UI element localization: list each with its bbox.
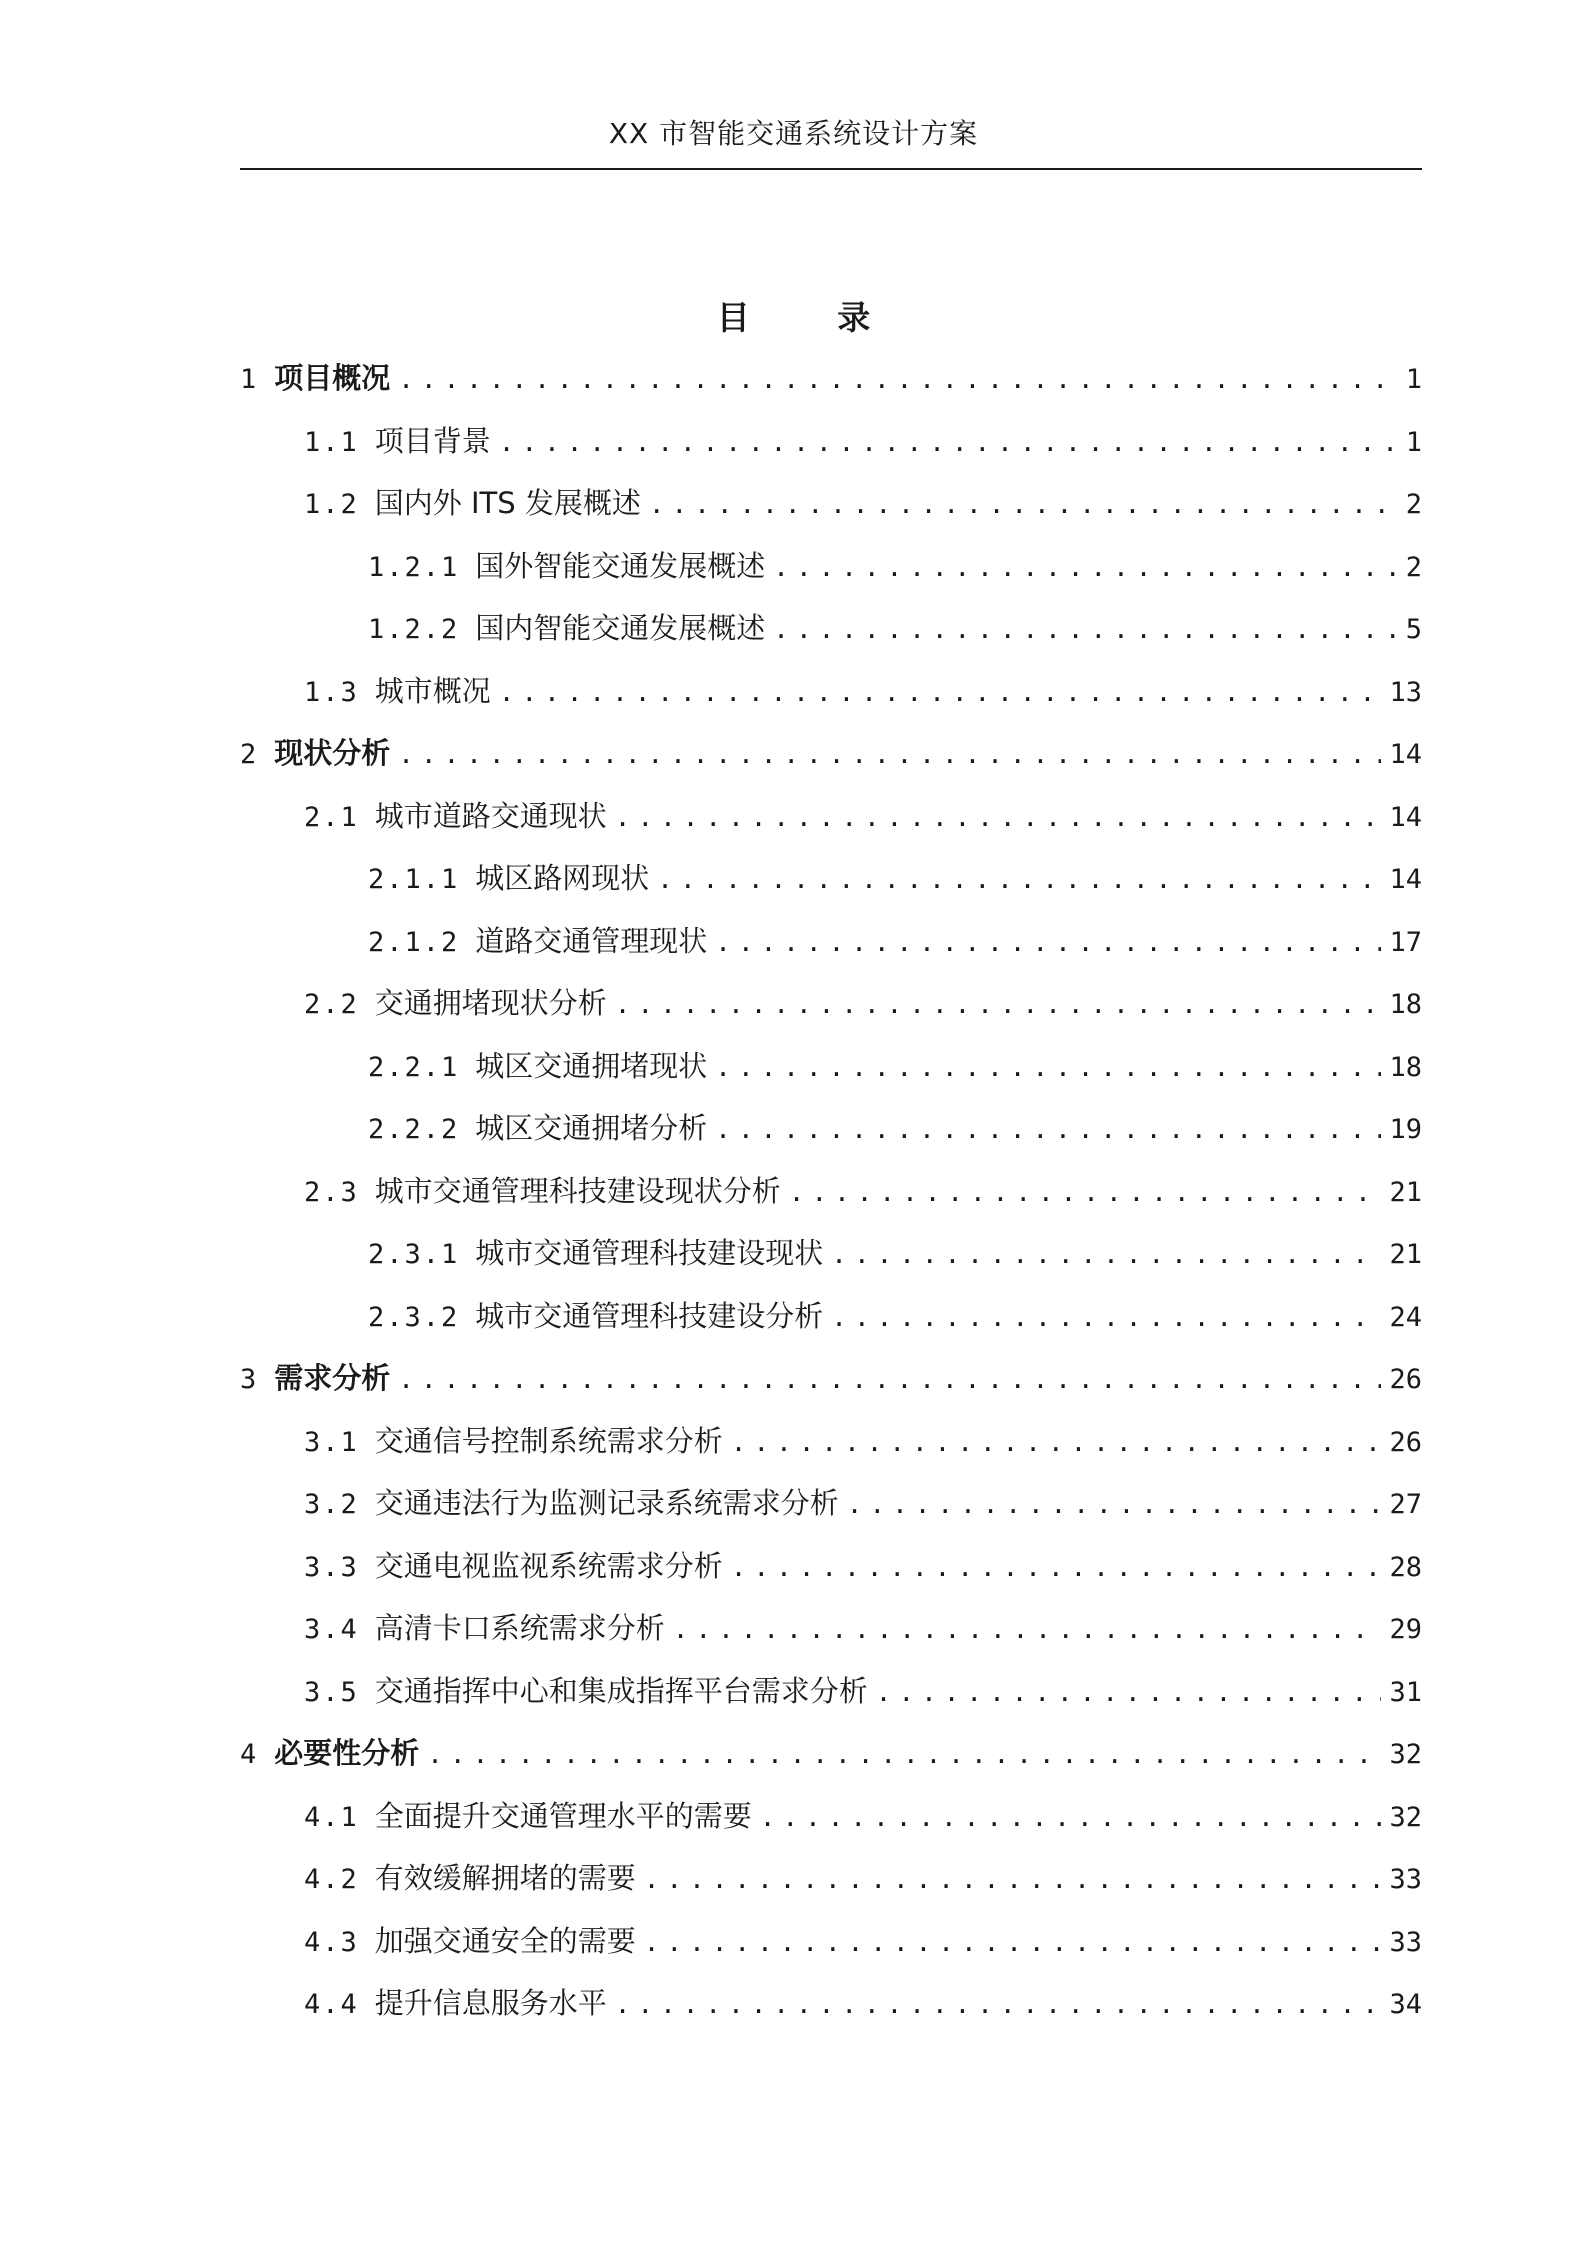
toc-entry-page-number: 27 [1389, 1489, 1422, 1520]
toc-entry[interactable] [240, 481, 1422, 544]
toc-entry-title: 道路交通管理现状 [475, 923, 708, 958]
toc-entry-title: 必要性分析 [274, 1736, 420, 1770]
toc-entry-title: 交通违法行为监测记录系统需求分析 [374, 1486, 839, 1520]
toc-leader-dots [831, 1296, 1381, 1340]
toc-leader-dots [615, 983, 1382, 1027]
toc-entry-title: 城市概况 [374, 673, 491, 708]
toc-entry[interactable] [240, 419, 1422, 482]
toc-entry-page-number: 32 [1389, 1739, 1422, 1770]
toc-entry-title: 现状分析 [274, 736, 391, 770]
toc-entry-number: 3.3 [304, 1551, 359, 1583]
toc-entry-number: 3.5 [304, 1676, 359, 1708]
toc-entry-number: 2.3.2 [368, 1301, 460, 1333]
toc-entry-number: 4.4 [304, 1989, 359, 2020]
page-header-title: XX 市智能交通系统设计方案 [608, 117, 979, 150]
toc-entry-page-number: 29 [1389, 1614, 1422, 1645]
toc-entry-page-number: 18 [1389, 989, 1422, 1020]
toc-entry[interactable] [240, 794, 1422, 857]
toc-entry-number: 2.3.1 [368, 1239, 460, 1270]
toc-entry-title: 交通指挥中心和集成指挥平台需求分析 [374, 1673, 868, 1708]
toc-entry-number: 3.2 [304, 1489, 359, 1520]
toc-entry-number: 2 [240, 739, 259, 770]
toc-leader-dots [876, 1671, 1382, 1715]
toc-entry-number: 2.2.1 [368, 1051, 460, 1083]
toc-entry-number: 2.1.1 [368, 864, 460, 895]
toc-entry-page-number: 26 [1389, 1364, 1422, 1395]
toc-entry-page-number: 14 [1389, 864, 1422, 895]
toc-leader-dots [657, 858, 1381, 902]
toc-entry-title: 交通电视监视系统需求分析 [374, 1548, 723, 1583]
toc-entry-number: 2.1.2 [368, 926, 460, 958]
toc-entry-title: 全面提升交通管理水平的需要 [374, 1798, 752, 1833]
toc-entry[interactable] [240, 856, 1422, 919]
toc-entry-title: 需求分析 [274, 1361, 391, 1395]
toc-leader-dots [499, 671, 1382, 715]
header-divider [240, 168, 1422, 170]
table-of-contents [240, 356, 1422, 2044]
toc-entry-title: 项目概况 [274, 361, 391, 395]
toc-leader-dots [644, 1858, 1382, 1902]
toc-leader-dots [499, 421, 1398, 465]
toc-entry[interactable] [240, 1794, 1422, 1857]
toc-leader-dots [715, 1108, 1381, 1152]
toc-entry-number: 2.2.2 [368, 1114, 460, 1145]
toc-entry-title: 城区交通拥堵现状 [475, 1048, 708, 1083]
toc-entry-title: 国外智能交通发展概述 [475, 548, 766, 583]
toc-leader-dots [773, 546, 1397, 590]
toc-entry-number: 1.2 [304, 489, 359, 520]
toc-entry[interactable] [240, 1356, 1422, 1419]
toc-entry-title: 城市交通管理科技建设现状分析 [374, 1173, 781, 1208]
toc-entry-title: 城市交通管理科技建设现状 [475, 1236, 824, 1270]
toc-entry[interactable] [240, 919, 1422, 982]
toc-entry[interactable] [240, 669, 1422, 732]
toc-entry-page-number: 33 [1389, 1864, 1422, 1895]
toc-entry-title: 项目背景 [374, 423, 491, 458]
toc-entry-page-number: 14 [1389, 801, 1422, 833]
toc-entry-number: 4.1 [304, 1801, 359, 1833]
toc-entry[interactable] [240, 1981, 1422, 2044]
toc-entry[interactable] [240, 606, 1422, 669]
toc-entry-title: 交通信号控制系统需求分析 [374, 1423, 723, 1458]
toc-entry-page-number: 5 [1405, 614, 1422, 645]
toc-entry[interactable] [240, 1044, 1422, 1107]
toc-entry-page-number: 34 [1389, 1989, 1422, 2020]
toc-entry-page-number: 17 [1389, 926, 1422, 958]
toc-leader-dots [773, 608, 1397, 652]
toc-entry-title: 国内智能交通发展概述 [475, 611, 766, 645]
toc-leader-dots [847, 1483, 1382, 1527]
toc-entry[interactable] [240, 544, 1422, 607]
toc-leader-dots [644, 1921, 1382, 1965]
toc-entry[interactable] [240, 1231, 1422, 1294]
toc-entry-title: 加强交通安全的需要 [374, 1923, 636, 1958]
toc-entry-number: 3 [240, 1364, 259, 1395]
toc-entry-number: 4.3 [304, 1926, 359, 1958]
toc-entry-number: 2.3 [304, 1176, 359, 1208]
toc-entry-number: 3.1 [304, 1426, 359, 1458]
toc-leader-dots [615, 1983, 1382, 2027]
toc-entry[interactable] [240, 1669, 1422, 1732]
toc-entry-page-number: 33 [1389, 1926, 1422, 1958]
toc-entry-number: 1 [240, 364, 259, 395]
toc-entry-number: 4.2 [304, 1864, 359, 1895]
toc-entry[interactable] [240, 1606, 1422, 1669]
toc-entry[interactable] [240, 1919, 1422, 1982]
toc-entry-title: 高清卡口系统需求分析 [374, 1611, 665, 1645]
toc-entry[interactable] [240, 1419, 1422, 1482]
toc-entry-page-number: 1 [1405, 426, 1422, 458]
toc-entry-title: 城区路网现状 [475, 861, 650, 895]
toc-entry-page-number: 21 [1389, 1239, 1422, 1270]
toc-entry-number: 1.1 [304, 426, 359, 458]
toc-entry[interactable] [240, 731, 1422, 794]
toc-leader-dots [731, 1546, 1382, 1590]
toc-entry[interactable] [240, 1731, 1422, 1794]
toc-entry-number: 1.2.1 [368, 551, 460, 583]
toc-entry-page-number: 21 [1389, 1176, 1422, 1208]
toc-leader-dots [649, 483, 1398, 527]
toc-leader-dots [427, 1733, 1381, 1777]
toc-entry-title: 提升信息服务水平 [374, 1986, 607, 2020]
toc-leader-dots [831, 1233, 1381, 1277]
toc-entry-page-number: 19 [1389, 1114, 1422, 1145]
toc-entry-title: 城区交通拥堵分析 [475, 1111, 708, 1145]
toc-leader-dots [398, 733, 1381, 777]
toc-entry[interactable] [240, 1169, 1422, 1232]
toc-entry-page-number: 2 [1405, 489, 1422, 520]
toc-entry-number: 1.3 [304, 676, 359, 708]
toc-entry-number: 2.1 [304, 801, 359, 833]
toc-entry[interactable] [240, 1544, 1422, 1607]
toc-entry-page-number: 14 [1389, 739, 1422, 770]
toc-entry[interactable] [240, 1856, 1422, 1919]
toc-entry-page-number: 13 [1389, 676, 1422, 708]
toc-entry[interactable] [240, 1294, 1422, 1357]
toc-entry-page-number: 31 [1389, 1676, 1422, 1708]
toc-entry[interactable] [240, 356, 1422, 419]
toc-entry-page-number: 1 [1405, 364, 1422, 395]
toc-entry-page-number: 26 [1389, 1426, 1422, 1458]
toc-entry-title: 有效缓解拥堵的需要 [374, 1861, 636, 1895]
toc-entry-page-number: 2 [1405, 551, 1422, 583]
toc-entry[interactable] [240, 981, 1422, 1044]
toc-entry-title: 交通拥堵现状分析 [374, 986, 607, 1020]
toc-entry-page-number: 28 [1389, 1551, 1422, 1583]
toc-entry-title: 国内外 ITS 发展概述 [374, 486, 641, 520]
toc-entry-page-number: 18 [1389, 1051, 1422, 1083]
toc-entry[interactable] [240, 1106, 1422, 1169]
toc-leader-dots [760, 1796, 1382, 1840]
toc-entry-title: 城市道路交通现状 [374, 798, 607, 833]
toc-leader-dots [673, 1608, 1382, 1652]
toc-leader-dots [398, 358, 1397, 402]
toc-leader-dots [715, 1046, 1381, 1090]
toc-title: 目 录 [716, 298, 909, 337]
toc-leader-dots [715, 921, 1381, 965]
toc-entry-number: 3.4 [304, 1614, 359, 1645]
toc-entry-page-number: 24 [1389, 1301, 1422, 1333]
toc-leader-dots [615, 796, 1382, 840]
toc-entry[interactable] [240, 1481, 1422, 1544]
toc-leader-dots [789, 1171, 1382, 1215]
toc-leader-dots [731, 1421, 1382, 1465]
toc-entry-number: 4 [240, 1739, 259, 1770]
toc-entry-title: 城市交通管理科技建设分析 [475, 1298, 824, 1333]
toc-entry-number: 1.2.2 [368, 614, 460, 645]
toc-leader-dots [398, 1358, 1381, 1402]
toc-entry-number: 2.2 [304, 989, 359, 1020]
toc-entry-page-number: 32 [1389, 1801, 1422, 1833]
